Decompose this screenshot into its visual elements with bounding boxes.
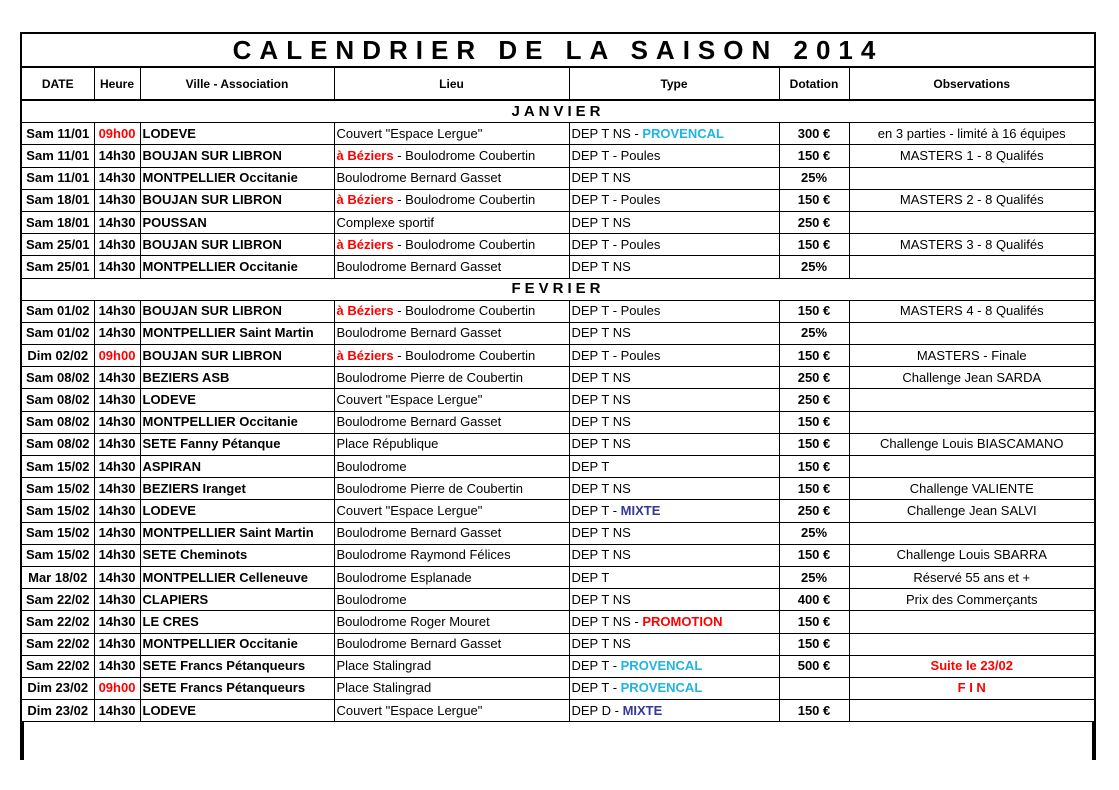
cell-lieu (334, 700, 569, 722)
lieu-text: Place République (336, 436, 439, 452)
cell-date: Mar 18/02 (22, 566, 94, 588)
table-row (22, 322, 1094, 344)
cell-observations: MASTERS 1 - 8 Qualifés (849, 145, 1094, 167)
cell-lieu (334, 345, 569, 367)
cell-heure: 14h30 (94, 478, 140, 500)
type-text: DEP T NS (571, 636, 631, 652)
cell-type (569, 300, 779, 322)
cell-dotation: 400 € (779, 589, 849, 611)
cell-ville: SETE Francs Pétanqueurs (140, 677, 334, 699)
cell-date: Sam 08/02 (22, 389, 94, 411)
cell-ville: BOUJAN SUR LIBRON (140, 145, 334, 167)
type-text: DEP T NS (571, 369, 631, 385)
lieu-text: - Boulodrome Coubertin (393, 147, 536, 163)
cell-observations: MASTERS - Finale (849, 345, 1094, 367)
lieu-text: Couvert "Espace Lergue" (336, 125, 483, 141)
cell-dotation: 150 € (779, 456, 849, 478)
type-text: DEP T NS (571, 480, 631, 496)
cell-ville: BEZIERS ASB (140, 367, 334, 389)
type-text: DEP T - Poules (571, 303, 661, 319)
cell-ville: MONTPELLIER Occitanie (140, 167, 334, 189)
col-header-ville: Ville - Association (140, 68, 334, 100)
table-row (22, 189, 1094, 211)
cell-type (569, 167, 779, 189)
cell-lieu (334, 234, 569, 256)
lieu-prefix: à Béziers (336, 303, 394, 319)
cell-dotation: 150 € (779, 189, 849, 211)
page-title: CALENDRIER DE LA SAISON 2014 (22, 34, 1094, 68)
lieu-text: Couvert "Espace Lergue" (336, 702, 483, 718)
cell-dotation: 150 € (779, 234, 849, 256)
cell-dotation: 25% (779, 322, 849, 344)
lieu-text: - Boulodrome Coubertin (393, 347, 536, 363)
table-row (22, 677, 1094, 699)
cell-date: Sam 15/02 (22, 500, 94, 522)
cell-dotation: 250 € (779, 211, 849, 233)
cell-observations: Réservé 55 ans et + (849, 566, 1094, 588)
type-tag: PROMOTION (642, 613, 723, 629)
cell-type (569, 211, 779, 233)
cell-observations: Challenge VALIENTE (849, 478, 1094, 500)
cell-heure: 14h30 (94, 211, 140, 233)
type-text: DEP T NS (571, 414, 631, 430)
cell-observations: F I N (849, 677, 1094, 699)
lieu-text: Boulodrome Raymond Félices (336, 547, 511, 563)
cell-type (569, 611, 779, 633)
cell-observations (849, 256, 1094, 278)
table-row (22, 589, 1094, 611)
col-header-dotation: Dotation (779, 68, 849, 100)
type-text: DEP T NS (571, 392, 631, 408)
type-text: DEP T - (571, 502, 621, 518)
cell-date: Sam 25/01 (22, 234, 94, 256)
cell-observations: Challenge Jean SALVI (849, 500, 1094, 522)
lieu-text: Place Stalingrad (336, 658, 432, 674)
cell-date: Sam 11/01 (22, 123, 94, 145)
month-row (22, 100, 1094, 123)
type-tag: MIXTE (620, 502, 661, 518)
lieu-text: - Boulodrome Coubertin (393, 236, 536, 252)
cell-dotation: 150 € (779, 700, 849, 722)
type-text: DEP T NS (571, 214, 631, 230)
cell-lieu (334, 677, 569, 699)
type-text: DEP T NS (571, 436, 631, 452)
cell-dotation (779, 677, 849, 699)
table-row (22, 300, 1094, 322)
type-tag: MIXTE (622, 702, 663, 718)
cell-heure: 14h30 (94, 189, 140, 211)
cell-lieu (334, 522, 569, 544)
cell-ville: CLAPIERS (140, 589, 334, 611)
cell-ville: BOUJAN SUR LIBRON (140, 189, 334, 211)
type-text: DEP T - Poules (571, 236, 661, 252)
cell-date: Sam 01/02 (22, 300, 94, 322)
cell-type (569, 633, 779, 655)
type-text: DEP D - (571, 702, 623, 718)
lieu-text: Couvert "Espace Lergue" (336, 392, 483, 408)
cell-lieu (334, 611, 569, 633)
type-tag: PROVENCAL (620, 680, 703, 696)
cell-heure: 14h30 (94, 167, 140, 189)
lieu-text: Boulodrome Bernard Gasset (336, 636, 502, 652)
type-text: DEP T NS (571, 325, 631, 341)
type-text: DEP T - Poules (571, 147, 661, 163)
cell-date: Sam 22/02 (22, 611, 94, 633)
cell-date: Dim 02/02 (22, 345, 94, 367)
cell-lieu (334, 566, 569, 588)
lieu-text: - Boulodrome Coubertin (393, 192, 536, 208)
type-text: DEP T NS (571, 591, 631, 607)
cell-lieu (334, 211, 569, 233)
cell-ville: BEZIERS Iranget (140, 478, 334, 500)
table-row (22, 700, 1094, 722)
cell-lieu (334, 500, 569, 522)
cell-heure: 14h30 (94, 456, 140, 478)
cell-type (569, 655, 779, 677)
cell-ville: LODEVE (140, 123, 334, 145)
cell-observations: MASTERS 4 - 8 Qualifés (849, 300, 1094, 322)
table-row (22, 211, 1094, 233)
cell-dotation: 150 € (779, 345, 849, 367)
cell-ville: SETE Fanny Pétanque (140, 433, 334, 455)
cell-date: Sam 22/02 (22, 655, 94, 677)
lieu-text: Boulodrome Bernard Gasset (336, 414, 502, 430)
cell-ville: LODEVE (140, 500, 334, 522)
cell-heure: 14h30 (94, 145, 140, 167)
type-text: DEP T NS - (571, 613, 643, 629)
cell-lieu (334, 544, 569, 566)
lieu-text: Boulodrome Bernard Gasset (336, 325, 502, 341)
lieu-text: Boulodrome Bernard Gasset (336, 170, 502, 186)
cell-date: Sam 01/02 (22, 322, 94, 344)
cell-heure: 14h30 (94, 322, 140, 344)
cell-dotation: 25% (779, 256, 849, 278)
cell-type (569, 589, 779, 611)
lieu-text: Boulodrome (336, 591, 407, 607)
cell-dotation: 150 € (779, 433, 849, 455)
cell-heure: 14h30 (94, 544, 140, 566)
cell-observations (849, 611, 1094, 633)
cell-heure: 14h30 (94, 411, 140, 433)
cell-ville: SETE Cheminots (140, 544, 334, 566)
cell-dotation: 250 € (779, 389, 849, 411)
lieu-text: Boulodrome Bernard Gasset (336, 525, 502, 541)
cell-type (569, 411, 779, 433)
cell-date: Sam 11/01 (22, 145, 94, 167)
cell-lieu (334, 589, 569, 611)
type-text: DEP T NS (571, 170, 631, 186)
cell-type (569, 478, 779, 500)
cell-lieu (334, 300, 569, 322)
col-header-date: DATE (22, 68, 94, 100)
month-label: FEVRIER (22, 278, 1094, 300)
cell-observations: en 3 parties - limité à 16 équipes (849, 123, 1094, 145)
table-row (22, 389, 1094, 411)
cell-dotation: 25% (779, 566, 849, 588)
cell-dotation: 500 € (779, 655, 849, 677)
cell-dotation: 250 € (779, 500, 849, 522)
cell-lieu (334, 411, 569, 433)
cell-date: Sam 15/02 (22, 478, 94, 500)
cell-heure: 14h30 (94, 433, 140, 455)
cell-date: Sam 15/02 (22, 544, 94, 566)
cell-lieu (334, 256, 569, 278)
cell-type (569, 389, 779, 411)
cell-observations (849, 389, 1094, 411)
cell-observations (849, 633, 1094, 655)
col-header-type: Type (569, 68, 779, 100)
cell-date: Sam 08/02 (22, 367, 94, 389)
header-row (22, 68, 1094, 100)
calendar-table (22, 68, 1094, 722)
cell-observations: MASTERS 2 - 8 Qualifés (849, 189, 1094, 211)
cell-heure: 14h30 (94, 655, 140, 677)
cell-ville: MONTPELLIER Occitanie (140, 411, 334, 433)
cell-lieu (334, 145, 569, 167)
cell-heure: 14h30 (94, 500, 140, 522)
table-row (22, 566, 1094, 588)
cell-type (569, 189, 779, 211)
cell-type (569, 123, 779, 145)
cell-observations: Challenge Jean SARDA (849, 367, 1094, 389)
cell-lieu (334, 167, 569, 189)
cell-observations (849, 167, 1094, 189)
cell-heure: 14h30 (94, 633, 140, 655)
table-row (22, 522, 1094, 544)
calendar-sheet (20, 32, 1096, 760)
cell-ville: BOUJAN SUR LIBRON (140, 300, 334, 322)
lieu-text: Boulodrome Pierre de Coubertin (336, 369, 523, 385)
cell-date: Sam 11/01 (22, 167, 94, 189)
type-text: DEP T (571, 458, 610, 474)
month-row (22, 278, 1094, 300)
cell-date: Dim 23/02 (22, 677, 94, 699)
cell-heure: 14h30 (94, 367, 140, 389)
cell-ville: BOUJAN SUR LIBRON (140, 345, 334, 367)
table-row (22, 655, 1094, 677)
cell-type (569, 522, 779, 544)
cell-type (569, 256, 779, 278)
lieu-text: Couvert "Espace Lergue" (336, 502, 483, 518)
cell-ville: SETE Francs Pétanqueurs (140, 655, 334, 677)
table-row (22, 544, 1094, 566)
cell-lieu (334, 456, 569, 478)
cell-lieu (334, 367, 569, 389)
table-row (22, 345, 1094, 367)
cell-heure: 14h30 (94, 566, 140, 588)
col-header-heure: Heure (94, 68, 140, 100)
cell-observations (849, 211, 1094, 233)
cell-date: Sam 25/01 (22, 256, 94, 278)
type-text: DEP T (571, 569, 610, 585)
type-text: DEP T NS (571, 525, 631, 541)
cell-ville: LE CRES (140, 611, 334, 633)
cell-date: Sam 18/01 (22, 211, 94, 233)
cell-date: Sam 22/02 (22, 589, 94, 611)
cell-type (569, 433, 779, 455)
cell-heure: 14h30 (94, 700, 140, 722)
cell-type (569, 544, 779, 566)
cell-ville: MONTPELLIER Occitanie (140, 256, 334, 278)
cell-heure: 14h30 (94, 522, 140, 544)
cell-lieu (334, 189, 569, 211)
cell-type (569, 322, 779, 344)
cell-lieu (334, 478, 569, 500)
type-text: DEP T - (571, 680, 621, 696)
cell-type (569, 566, 779, 588)
cell-heure: 14h30 (94, 234, 140, 256)
table-row (22, 433, 1094, 455)
lieu-text: Boulodrome Bernard Gasset (336, 258, 502, 274)
cell-dotation: 150 € (779, 411, 849, 433)
lieu-prefix: à Béziers (336, 147, 394, 163)
cell-type (569, 456, 779, 478)
lieu-prefix: à Béziers (336, 347, 394, 363)
type-text: DEP T - Poules (571, 347, 661, 363)
table-row (22, 633, 1094, 655)
cell-lieu (334, 633, 569, 655)
cell-observations (849, 700, 1094, 722)
cell-lieu (334, 655, 569, 677)
cell-date: Sam 15/02 (22, 456, 94, 478)
cell-dotation: 150 € (779, 633, 849, 655)
table-row (22, 411, 1094, 433)
cell-observations: Challenge Louis SBARRA (849, 544, 1094, 566)
cell-lieu (334, 389, 569, 411)
cell-heure: 14h30 (94, 589, 140, 611)
cell-dotation: 25% (779, 522, 849, 544)
cell-dotation: 150 € (779, 478, 849, 500)
cell-observations: Challenge Louis BIASCAMANO (849, 433, 1094, 455)
type-tag: PROVENCAL (642, 125, 724, 141)
cell-type (569, 145, 779, 167)
cell-type (569, 345, 779, 367)
type-text: DEP T NS - (571, 125, 643, 141)
cell-dotation: 150 € (779, 544, 849, 566)
cell-dotation: 150 € (779, 300, 849, 322)
type-text: DEP T - (571, 658, 621, 674)
cell-observations (849, 322, 1094, 344)
table-row (22, 234, 1094, 256)
table-row (22, 611, 1094, 633)
cell-ville: POUSSAN (140, 211, 334, 233)
col-header-lieu: Lieu (334, 68, 569, 100)
lieu-text: Boulodrome Roger Mouret (336, 613, 490, 629)
cell-dotation: 25% (779, 167, 849, 189)
cell-ville: MONTPELLIER Saint Martin (140, 522, 334, 544)
cell-type (569, 367, 779, 389)
cell-lieu (334, 322, 569, 344)
cell-heure: 09h00 (94, 345, 140, 367)
table-row (22, 500, 1094, 522)
table-row (22, 367, 1094, 389)
cell-dotation: 300 € (779, 123, 849, 145)
cell-date: Sam 15/02 (22, 522, 94, 544)
cell-heure: 09h00 (94, 123, 140, 145)
col-header-observations: Observations (849, 68, 1094, 100)
cell-ville: ASPIRAN (140, 456, 334, 478)
cell-observations: MASTERS 3 - 8 Qualifés (849, 234, 1094, 256)
cell-observations (849, 456, 1094, 478)
cell-date: Sam 22/02 (22, 633, 94, 655)
cell-observations: Suite le 23/02 (849, 655, 1094, 677)
cell-heure: 14h30 (94, 300, 140, 322)
cell-dotation: 250 € (779, 367, 849, 389)
sheet-bottom-space (22, 722, 1094, 760)
cell-ville: LODEVE (140, 389, 334, 411)
cell-date: Dim 23/02 (22, 700, 94, 722)
cell-observations (849, 411, 1094, 433)
cell-type (569, 234, 779, 256)
table-row (22, 167, 1094, 189)
cell-heure: 14h30 (94, 256, 140, 278)
cell-heure: 14h30 (94, 611, 140, 633)
cell-heure: 09h00 (94, 677, 140, 699)
type-text: DEP T NS (571, 258, 631, 274)
table-row (22, 478, 1094, 500)
lieu-text: Boulodrome (336, 458, 407, 474)
lieu-text: - Boulodrome Coubertin (393, 303, 536, 319)
table-row (22, 123, 1094, 145)
cell-type (569, 500, 779, 522)
cell-observations (849, 522, 1094, 544)
cell-observations: Prix des Commerçants (849, 589, 1094, 611)
lieu-text: Boulodrome Esplanade (336, 569, 472, 585)
lieu-text: Place Stalingrad (336, 680, 432, 696)
cell-ville: MONTPELLIER Saint Martin (140, 322, 334, 344)
cell-heure: 14h30 (94, 389, 140, 411)
type-text: DEP T - Poules (571, 192, 661, 208)
month-label: JANVIER (22, 100, 1094, 123)
lieu-text: Complexe sportif (336, 214, 435, 230)
cell-ville: MONTPELLIER Occitanie (140, 633, 334, 655)
calendar-body (22, 100, 1094, 722)
cell-lieu (334, 433, 569, 455)
cell-date: Sam 08/02 (22, 433, 94, 455)
lieu-prefix: à Béziers (336, 236, 394, 252)
cell-ville: MONTPELLIER Celleneuve (140, 566, 334, 588)
type-text: DEP T NS (571, 547, 631, 563)
lieu-text: Boulodrome Pierre de Coubertin (336, 480, 523, 496)
cell-dotation: 150 € (779, 145, 849, 167)
cell-ville: LODEVE (140, 700, 334, 722)
cell-type (569, 700, 779, 722)
table-row (22, 145, 1094, 167)
table-row (22, 256, 1094, 278)
cell-ville: BOUJAN SUR LIBRON (140, 234, 334, 256)
cell-dotation: 150 € (779, 611, 849, 633)
cell-date: Sam 08/02 (22, 411, 94, 433)
lieu-prefix: à Béziers (336, 192, 394, 208)
cell-date: Sam 18/01 (22, 189, 94, 211)
cell-type (569, 677, 779, 699)
cell-lieu (334, 123, 569, 145)
table-row (22, 456, 1094, 478)
type-tag: PROVENCAL (620, 658, 703, 674)
